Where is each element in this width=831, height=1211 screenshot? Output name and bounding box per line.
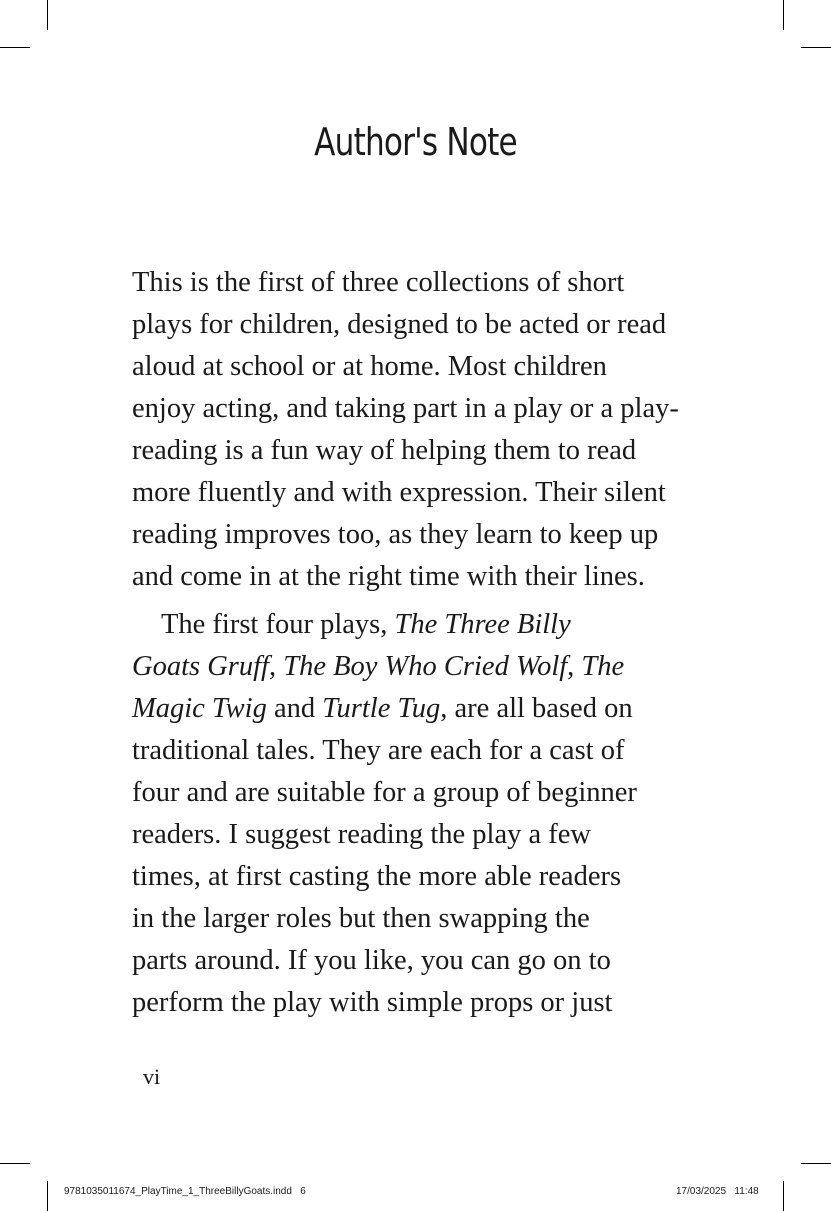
page-number: vi bbox=[143, 1064, 161, 1089]
slug-timestamp: 17/03/2025 11:48 bbox=[676, 1186, 759, 1197]
text-line: plays for children, designed to be acted or read bbox=[132, 309, 667, 340]
text-line: traditional tales. They are each for a cast of bbox=[132, 735, 625, 766]
crop-mark bbox=[0, 47, 30, 48]
play-title: Magic Twig bbox=[132, 693, 267, 724]
text-line: This is the first of three collections of short bbox=[132, 267, 625, 298]
text-line: aloud at school or at home. Most children bbox=[132, 351, 607, 382]
play-title: The bbox=[581, 651, 625, 682]
text-line: more fluently and with expression. Their silent bbox=[132, 477, 666, 508]
text-line: times, at first casting the more able readers bbox=[132, 861, 622, 892]
play-title: Turtle Tug bbox=[322, 693, 441, 724]
crop-mark bbox=[783, 0, 784, 30]
text-line: Magic Twig and Turtle Tug, are all based on bbox=[132, 693, 633, 724]
slug-file: 9781035011674_PlayTime_1_ThreeBillyGoats.indd 6 bbox=[64, 1186, 306, 1197]
text-line: four and are suitable for a group of beginner bbox=[132, 777, 637, 808]
text-line: perform the play with simple props or just bbox=[132, 987, 613, 1018]
crop-mark bbox=[783, 1181, 784, 1211]
text-line: reading improves too, as they learn to keep up bbox=[132, 519, 659, 550]
crop-mark bbox=[801, 1163, 831, 1164]
text-line: enjoy acting, and taking part in a play or a play- bbox=[132, 393, 679, 424]
play-title: The Boy Who Cried Wolf bbox=[283, 651, 568, 682]
text-line: in the larger roles but then swapping the bbox=[132, 903, 590, 934]
crop-mark bbox=[801, 47, 831, 48]
text-line: and come in at the right time with their lines. bbox=[132, 561, 645, 592]
page-title: Author's Note bbox=[314, 120, 517, 164]
play-title: The Three Billy bbox=[394, 609, 571, 640]
text-line: The first four plays, The Three Billy bbox=[161, 609, 571, 640]
crop-mark bbox=[47, 1181, 48, 1211]
play-title: Goats Gruff bbox=[132, 651, 269, 682]
crop-mark bbox=[47, 0, 48, 30]
crop-mark bbox=[0, 1163, 30, 1164]
text-line: reading is a fun way of helping them to read bbox=[132, 435, 637, 466]
text-line: readers. I suggest reading the play a few bbox=[132, 819, 591, 850]
text-line: parts around. If you like, you can go on to bbox=[132, 945, 611, 976]
body-text bbox=[132, 262, 712, 1024]
text-line: Goats Gruff, The Boy Who Cried Wolf, The bbox=[132, 651, 625, 682]
